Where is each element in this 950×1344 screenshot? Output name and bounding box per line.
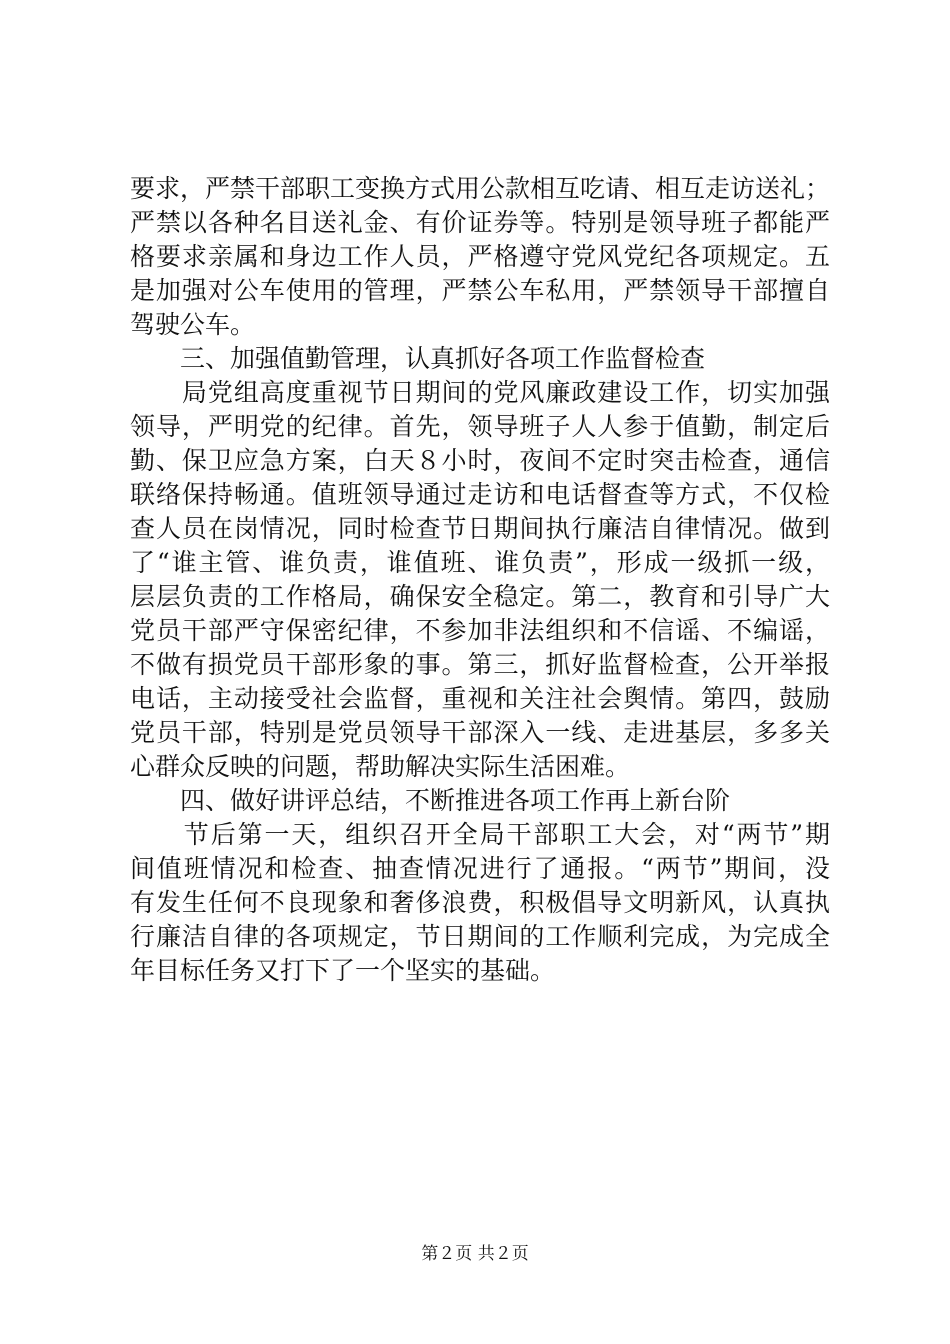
text-line: 年目标任务又打下了一个坚实的基础。 <box>130 956 556 985</box>
text-line: 党员干部，特别是党员领导干部深入一线、走进基层，多多关 <box>130 718 830 747</box>
text-line: 层层负责的工作格局，确保安全稳定。第二，教育和引导广大 <box>130 582 830 611</box>
text-line: 驾驶公车。 <box>130 310 256 339</box>
text-line: 勤、保卫应急方案，白天８小时，夜间不定时突击检查，通信 <box>130 446 830 475</box>
text-line: 行廉洁自律的各项规定，节日期间的工作顺利完成，为完成全 <box>130 922 830 951</box>
text-line: 严禁以各种名目送礼金、有价证券等。特别是领导班子都能严 <box>130 208 830 237</box>
section-heading: 三、加强值勤管理，认真抓好各项工作监督检查 <box>130 344 706 373</box>
text-line: 间值班情况和检查、抽查情况进行了通报。“两节”期间，没 <box>130 854 830 883</box>
text-line: 不做有损党员干部形象的事。第三，抓好监督检查，公开举报 <box>130 650 830 679</box>
text-line: 心群众反映的问题，帮助解决实际生活困难。 <box>130 752 631 781</box>
text-line: 领导，严明党的纪律。首先，领导班子人人参于值勤，制定后 <box>130 412 830 441</box>
section-heading: 四、做好讲评总结，不断推进各项工作再上新台阶 <box>130 786 731 815</box>
text-line: 电话，主动接受社会监督，重视和关注社会舆情。第四，鼓励 <box>130 684 830 713</box>
text-line: 要求，严禁干部职工变换方式用公款相互吃请、相互走访送礼； <box>130 174 831 203</box>
text-line: 是加强对公车使用的管理，严禁公车私用，严禁领导干部擅自 <box>130 276 830 305</box>
text-line: 了“谁主管、谁负责，谁值班、谁负责”，形成一级抓一级， <box>130 548 830 577</box>
page-footer: 第２页 共２页 <box>421 1244 529 1264</box>
text-line: 查人员在岗情况，同时检查节日期间执行廉洁自律情况。做到 <box>130 514 830 543</box>
text-line: 有发生任何不良现象和奢侈浪费，积极倡导文明新风，认真执 <box>130 888 830 917</box>
text-line: 党员干部严守保密纪律，不参加非法组织和不信谣、不编谣， <box>130 616 830 645</box>
document-body <box>130 172 830 988</box>
text-line: 联络保持畅通。值班领导通过走访和电话督查等方式，不仅检 <box>130 480 830 509</box>
text-line: 格要求亲属和身边工作人员，严格遵守党风党纪各项规定。五 <box>130 242 830 271</box>
text-line: 局党组高度重视节日期间的党风廉政建设工作，切实加强 <box>130 378 830 407</box>
text-line: 节后第一天，组织召开全局干部职工大会，对“两节”期 <box>130 820 830 849</box>
